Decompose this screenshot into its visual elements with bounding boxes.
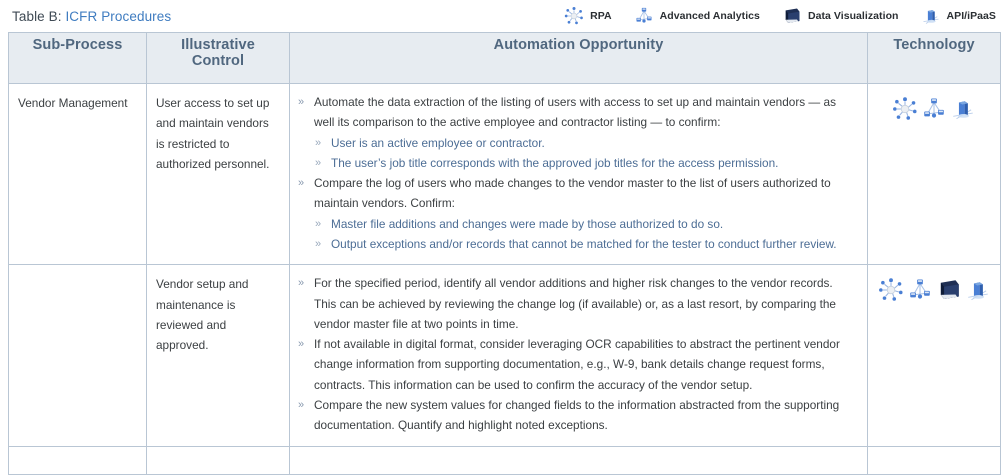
api-ipaas-icon — [921, 6, 941, 26]
api-ipaas-icon — [950, 96, 976, 122]
column-header-illustrative-control: Illustrative Control — [147, 33, 290, 84]
column-header-technology: Technology — [868, 33, 1001, 84]
rpa-icon — [564, 6, 584, 26]
table-caption — [12, 9, 171, 24]
advanced-analytics-icon — [907, 277, 933, 303]
table-header-bar — [8, 0, 1000, 32]
opportunity-subitem: » User is an active employee or contractor. — [314, 133, 855, 153]
column-header-automation-opportunity: Automation Opportunity — [290, 33, 868, 84]
legend-item-rpa — [564, 6, 612, 26]
cell-sub-process — [9, 446, 147, 474]
advanced-analytics-icon — [921, 96, 947, 122]
column-header-sub-process: Sub-Process — [9, 33, 147, 84]
cell-technology — [868, 446, 1001, 474]
opportunity-item — [298, 92, 855, 173]
legend-label-api-ipaas: API/iPaaS — [946, 10, 996, 22]
data-visualization-icon — [782, 6, 802, 26]
opportunity-subitem: » Output exceptions and/or records that cannot be matched for the tester to conduct further review. — [314, 234, 855, 254]
table-row — [9, 446, 1001, 474]
legend-label-rpa: RPA — [590, 10, 612, 22]
technology-icon-group — [874, 277, 994, 303]
cell-automation-opportunity — [290, 446, 868, 474]
api-ipaas-icon — [965, 277, 991, 303]
cell-technology — [868, 84, 1001, 265]
caption-title: ICFR Procedures — [65, 8, 172, 24]
cell-illustrative-control: Vendor setup and maintenance is reviewed and approved. — [147, 265, 290, 446]
advanced-analytics-icon — [634, 6, 654, 26]
data-visualization-icon — [936, 277, 962, 303]
opportunity-text: Automate the data extraction of the listing of users with access to set up and maintain vendors — as well its comparison to the active employee and contractor listing — to confirm: — [314, 95, 836, 130]
caption-label: Table B: — [12, 8, 62, 24]
cell-illustrative-control — [147, 446, 290, 474]
table-row — [9, 84, 1001, 265]
legend-item-advanced-analytics — [634, 6, 760, 26]
table-row — [9, 265, 1001, 446]
opportunity-item: » Compare the new system values for changed fields to the information abstracted from the supporting documentation. Quantify and highlight noted exceptions. — [298, 395, 855, 436]
opportunity-item: » If not available in digital format, consider leveraging OCR capabilities to abstract the pertinent vendor change information from supporting documentation, e.g., W-9, bank details change request forms, contracts. This information can be used to confirm the accuracy of the vendor setup. — [298, 334, 855, 395]
opportunity-list — [298, 273, 855, 435]
rpa-icon — [892, 96, 918, 122]
technology-legend — [564, 6, 996, 26]
opportunity-text: Compare the log of users who made changes to the vendor master to the list of users authorized to maintain vendors. Confirm: — [314, 176, 831, 211]
opportunity-item — [298, 173, 855, 254]
icfr-procedures-table — [8, 32, 1001, 475]
technology-icon-group — [874, 96, 994, 122]
rpa-icon — [878, 277, 904, 303]
cell-sub-process: Vendor Management — [9, 84, 147, 265]
legend-item-data-visualization — [782, 6, 899, 26]
cell-automation-opportunity — [290, 265, 868, 446]
opportunity-sublist — [314, 133, 855, 174]
opportunity-item: » For the specified period, identify all vendor additions and higher risk changes to the vendor records. This can be achieved by reviewing the change log (if available) or, as a last resort, by comparing the vendor master file at two points in time. — [298, 273, 855, 334]
cell-illustrative-control: User access to set up and maintain vendors is restricted to authorized personnel. — [147, 84, 290, 265]
opportunity-subitem: » The user’s job title corresponds with the approved job titles for the access permission. — [314, 153, 855, 173]
cell-sub-process — [9, 265, 147, 446]
legend-item-api-ipaas — [921, 6, 996, 26]
opportunity-sublist — [314, 214, 855, 255]
table-header-row — [9, 33, 1001, 84]
legend-label-advanced-analytics: Advanced Analytics — [659, 10, 760, 22]
cell-automation-opportunity — [290, 84, 868, 265]
legend-label-data-visualization: Data Visualization — [807, 10, 899, 22]
opportunity-list — [298, 92, 855, 254]
cell-technology — [868, 265, 1001, 446]
opportunity-subitem: » Master file additions and changes were made by those authorized to do so. — [314, 214, 855, 234]
